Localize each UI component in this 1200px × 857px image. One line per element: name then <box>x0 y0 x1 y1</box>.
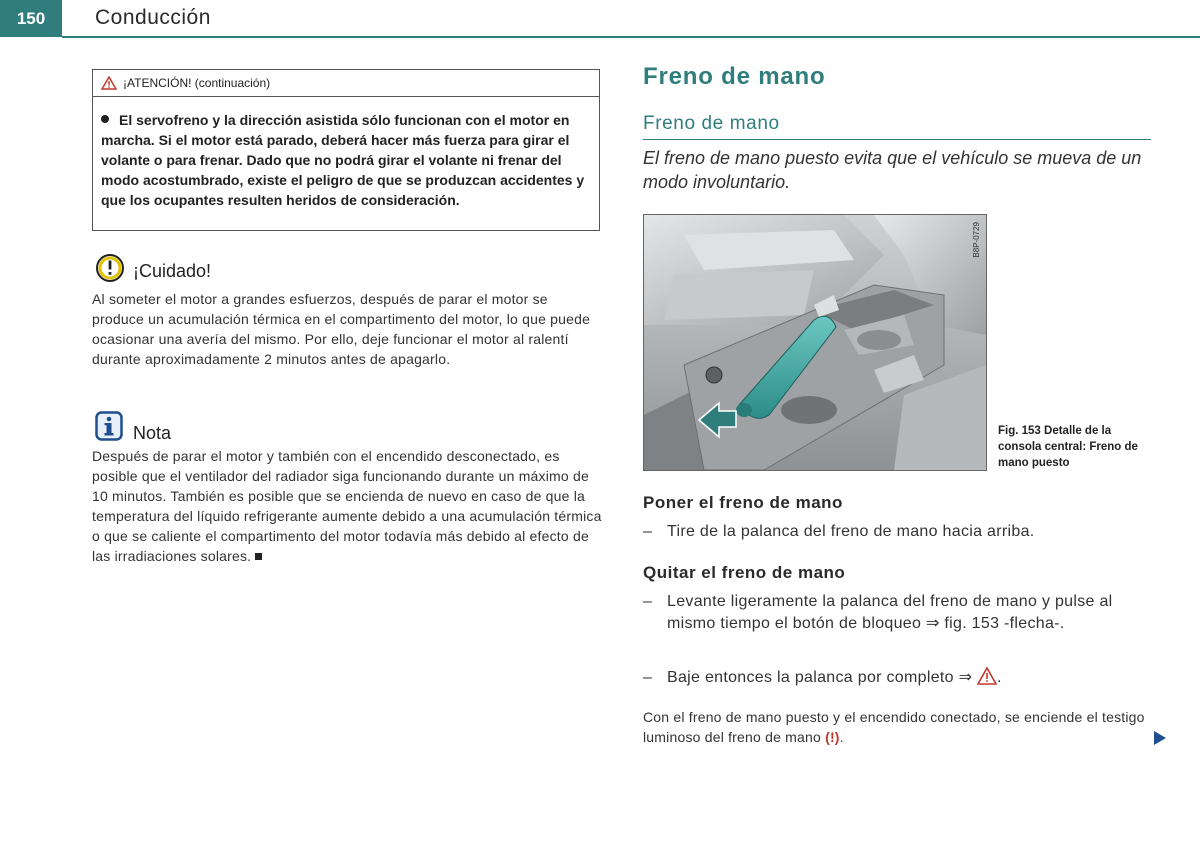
note-body: Después de parar el motor y también con el encendido desconectado, es posible que el ventilador del radiador siga funcionando durante un máximo de 10 minutos. También es posible que se encienda de nuevo en caso de que la temperatura del líquido refrigerante aumente debido a una acumulación térmica o que se caliente el compartimento del motor todavía más debido al efecto de las irradiaciones solares. <box>92 448 602 564</box>
step-quitar-2 <box>643 667 1153 689</box>
warning-body: El servofreno y la dirección asistida sólo funcionan con el motor en marcha. Si el motor está parado, deberá hacer más fuerza para girar el volante o para frenar. Dado que no podrá girar el volante ni frenar del modo acostumbrado, existe el peligro de que se produzcan accidentes y que los ocupantes resulten heridos de consideración. <box>101 112 585 208</box>
dash: – <box>643 523 653 540</box>
figure-caption: Fig. 153 Detalle de la consola central: Freno de mano puesto <box>998 425 1138 469</box>
step-text: Tire de la palanca del freno de mano hacia arriba. <box>667 523 1035 540</box>
note-text <box>92 446 602 566</box>
section-title: Freno de mano <box>643 63 826 90</box>
handbrake-figure <box>643 214 987 471</box>
caution-circle-icon <box>95 253 125 283</box>
caution-title: ¡Cuidado! <box>133 261 212 281</box>
end-mark <box>255 553 262 560</box>
warning-heading: ¡ATENCIÓN! (continuación) <box>123 76 271 90</box>
subsection-rule <box>643 139 1151 140</box>
running-title: Conducción <box>95 6 211 29</box>
subsection-title: Freno de mano <box>643 113 780 134</box>
info-icon <box>95 411 123 441</box>
step-text: Levante ligeramente la palanca del freno de mano y pulse al mismo tiempo el botón de bloqueo ⇒ fig. 153 -flecha-. <box>667 593 1113 632</box>
brake-warning-lamp-icon: (!) <box>825 729 840 745</box>
page-number: 150 <box>0 0 62 37</box>
step-quitar-1 <box>643 591 1153 635</box>
header-rule <box>62 36 1200 38</box>
figure-code: B8P-0729 <box>972 222 981 258</box>
heading-poner: Poner el freno de mano <box>643 493 843 512</box>
next-page-arrow-icon[interactable] <box>1153 730 1167 746</box>
warning-box <box>92 69 600 231</box>
step-poner-1 <box>643 521 1153 543</box>
heading-quitar: Quitar el freno de mano <box>643 563 846 582</box>
bullet <box>101 115 109 123</box>
dash: – <box>643 669 653 686</box>
final-text: Con el freno de mano puesto y el encendido conectado, se enciende el testigo luminoso del freno de mano (!). <box>643 709 1145 745</box>
intro-text: El freno de mano puesto evita que el vehículo se mueva de un modo involuntario. <box>643 148 1142 192</box>
final-body: Con el freno de mano puesto y el encendido conectado, se enciende el testigo luminoso del freno de mano <box>643 709 1145 745</box>
warning-heading-row <box>93 70 599 97</box>
step-text: Baje entonces la palanca por completo ⇒ <box>667 669 973 686</box>
note-title: Nota <box>133 423 172 443</box>
warning-triangle-icon <box>101 76 117 90</box>
warning-text <box>101 110 593 210</box>
caution-text: Al someter el motor a grandes esfuerzos, después de parar el motor se produce un acumulación térmica en el compartimento del motor, lo que puede ocasionar una avería del mismo. Por ello, deje funcionar el motor al ralentí durante aproximadamente 2 minutos antes de apagarlo. <box>92 291 591 367</box>
step-text-wrap: Baje entonces la palanca por completo ⇒ . <box>667 669 1002 686</box>
dash: – <box>643 593 653 610</box>
handbrake-illustration <box>644 215 986 470</box>
warning-triangle-icon <box>977 667 997 685</box>
